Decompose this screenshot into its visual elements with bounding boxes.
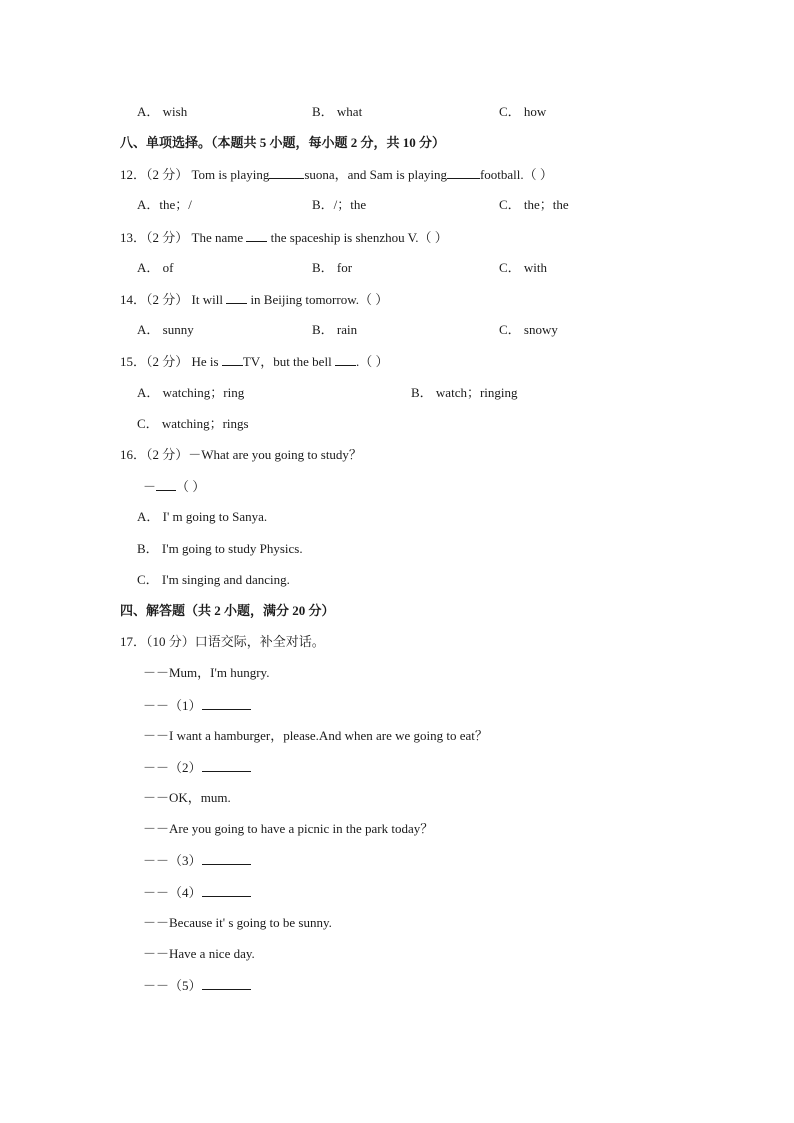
q15-blank-1 (222, 353, 243, 366)
q15-stem-part2: TV，but the bell (242, 354, 332, 369)
q12-stem-part3: football.（ ） (479, 167, 553, 182)
q16-option-c: C． I'm singing and dancing. (137, 572, 290, 587)
q12-option-c: C． the；the (499, 197, 569, 212)
q16-answer-paren: （ ） (176, 479, 206, 494)
q15-blank-2 (335, 353, 356, 366)
q12-blank-2 (447, 166, 480, 179)
q16-number: 16．（2 分） (120, 447, 189, 462)
q13-stem (120, 229, 448, 246)
q16-stem (120, 447, 362, 463)
dialogue-line (143, 759, 251, 776)
q15-option-a: A． watching；ring (137, 385, 245, 400)
q13-stem-part1: The name (191, 230, 244, 245)
q16-option-a: A． I' m going to Sanya. (137, 509, 268, 524)
q12-option-a: A．the；/ (137, 197, 192, 212)
dialogue-text: －－（4） (143, 885, 202, 900)
q15-stem (120, 353, 388, 370)
q14-blank (226, 291, 247, 304)
q14-stem-part2: in Beijing tomorrow.（ ） (250, 292, 389, 307)
dialogue-line (143, 852, 251, 869)
dialogue-line: －－Have a nice day. (143, 946, 255, 961)
q15-stem-part1: He is (191, 354, 219, 369)
q14-number: 14．（2 分） (120, 292, 189, 307)
q13-option-b: B． for (312, 260, 353, 275)
q15-option-b: B． watch；ringing (411, 385, 518, 400)
q14-option-c: C． snowy (499, 322, 558, 337)
dialogue-text: －－（1） (143, 698, 202, 713)
dialogue-text: －－（5） (143, 978, 202, 993)
dialogue-line: －－I want a hamburger，please.And when are we going to eat？ (143, 728, 488, 743)
q15-number: 15．（2 分） (120, 354, 189, 369)
dialogue-line: －－Because it' s going to be sunny. (143, 915, 332, 930)
q13-option-a: A． of (137, 260, 174, 275)
q15-option-c: C． watching；rings (137, 416, 249, 431)
q15-stem-part3: .（ ） (355, 354, 389, 369)
q13-option-c: C． with (499, 260, 548, 275)
dialogue-line: －－OK，mum. (143, 790, 231, 805)
q12-blank-1 (269, 166, 304, 179)
q12-stem (120, 166, 553, 183)
q14-option-a: A． sunny (137, 322, 194, 337)
q14-option-b: B． rain (312, 322, 358, 337)
q12-stem-part2: suona，and Sam is playing (304, 167, 447, 182)
dialogue-text: －－（2） (143, 760, 202, 775)
answer-blank-4 (202, 884, 251, 897)
q11-option-a: A． wish (137, 104, 188, 119)
q16-question: －What are you going to study？ (188, 447, 362, 462)
section8-heading: 八、单项选择。（本题共 5 小题，每小题 2 分，共 10 分） (120, 135, 446, 150)
q12-stem-part1: Tom is playing (191, 167, 270, 182)
q16-answer-prefix: － (143, 479, 157, 494)
q14-stem-part1: It will (191, 292, 223, 307)
dialogue-line (143, 884, 251, 901)
q17-stem (120, 634, 325, 650)
q14-stem (120, 291, 388, 308)
q12-option-b: B．/；the (312, 197, 367, 212)
q16-option-b: B． I'm going to study Physics. (137, 541, 303, 556)
q17-instruction: 口语交际，补全对话。 (194, 634, 325, 649)
q16-blank (156, 478, 176, 491)
q11-option-b: B． what (312, 104, 363, 119)
answer-blank-1 (202, 697, 251, 710)
dialogue-line (143, 697, 251, 714)
q17-number: 17．（10 分） (120, 634, 195, 649)
q16-answer-line (143, 478, 205, 495)
q13-number: 13．（2 分） (120, 230, 189, 245)
section4-heading: 四、解答题（共 2 小题，满分 20 分） (120, 603, 335, 618)
dialogue-line: －－Mum，I'm hungry. (143, 665, 270, 680)
q13-stem-part2: the spaceship is shenzhou V.（ ） (270, 230, 448, 245)
q11-option-c: C． how (499, 104, 547, 119)
q13-blank (246, 229, 267, 242)
answer-blank-2 (202, 759, 251, 772)
answer-blank-3 (202, 852, 251, 865)
q12-number: 12．（2 分） (120, 167, 189, 182)
dialogue-text: －－（3） (143, 853, 202, 868)
dialogue-line: －－Are you going to have a picnic in the park today？ (143, 821, 434, 836)
dialogue-line (143, 977, 251, 994)
answer-blank-5 (202, 977, 251, 990)
